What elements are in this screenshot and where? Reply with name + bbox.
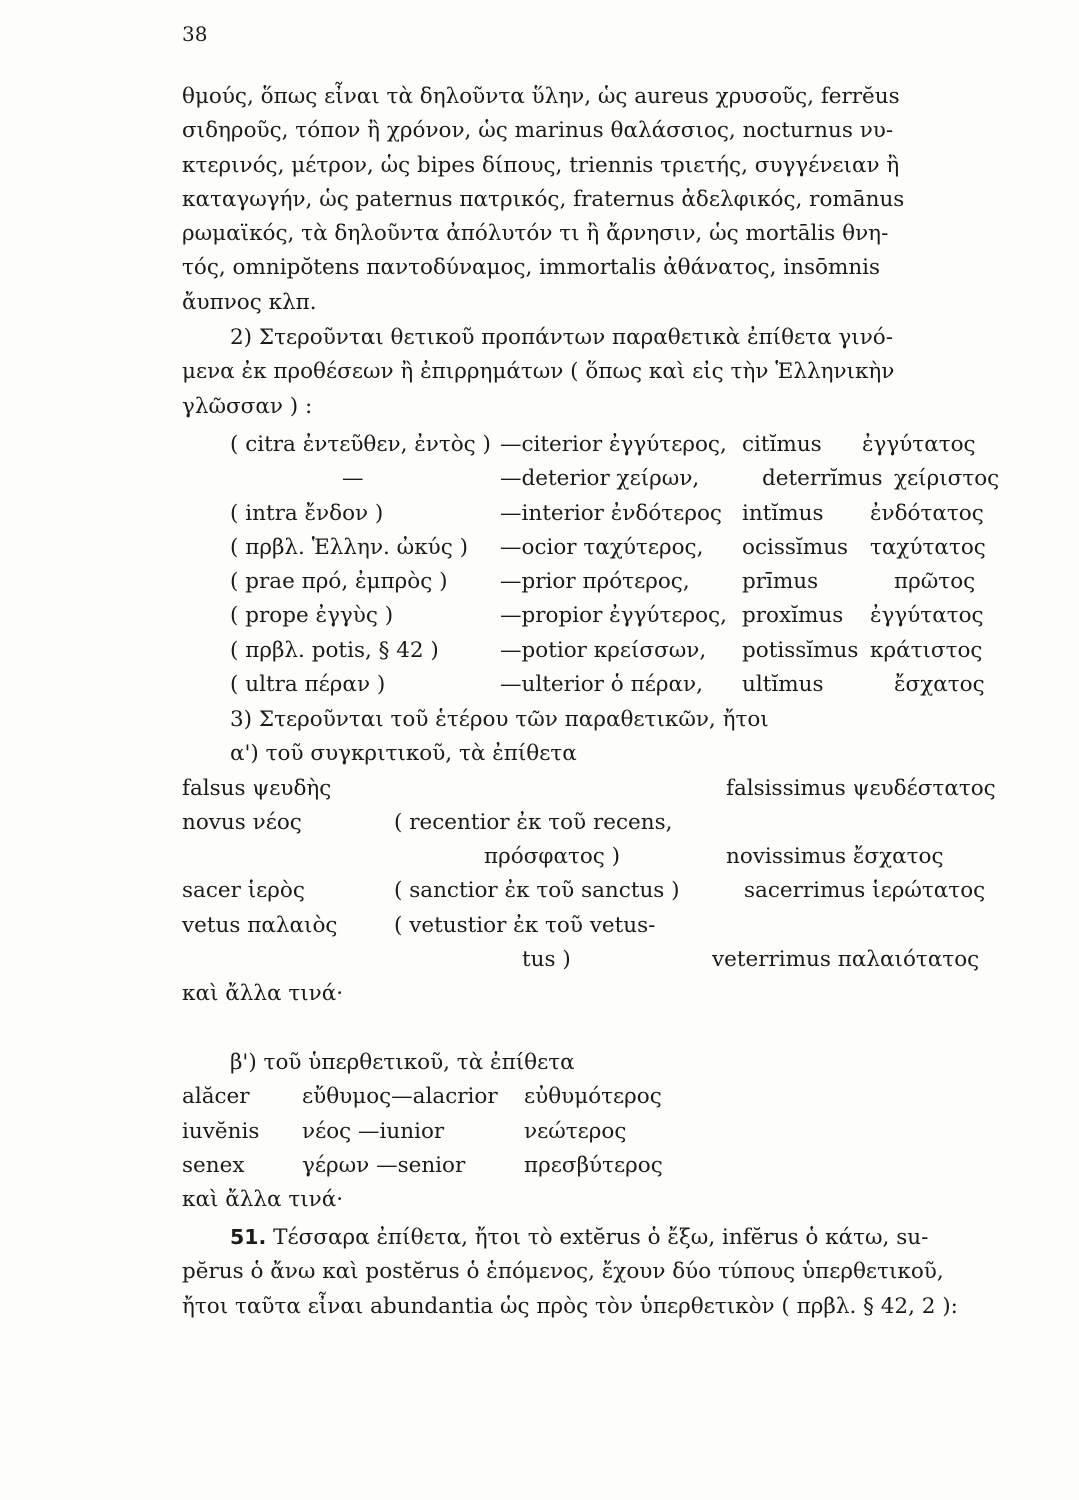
comparative-cell: —interior ἐνδότερος — [500, 500, 722, 526]
closing-line: καὶ ἄλλα τινά· — [182, 1187, 344, 1213]
comparative-cell: ( vetustior ἐκ τοῦ vetus- — [394, 912, 656, 938]
comparative-cell: νέος —iunior — [302, 1118, 445, 1144]
comparative-cell: εὔθυμος—alacrior — [302, 1084, 498, 1110]
intro-line: ρωμαϊκός, τὰ δηλοῦντα ἀπόλυτόν τι ἢ ἄρνησιν, ὡς mortālis θνη- — [182, 221, 889, 247]
origin-cell: ( citra ἐντεῦθεν, ἐντὸς ) — [230, 432, 491, 457]
table-row — [182, 428, 1002, 462]
origin-cell: — — [342, 466, 364, 492]
table-row — [182, 1080, 1002, 1114]
section-number: 51. — [230, 1225, 267, 1249]
section-2-heading — [182, 321, 1002, 424]
section-51-line: 51. Τέσσαρα ἐπίθετα, ἤτοι τὸ extĕrus ὁ ἔξω, infĕrus ὁ κάτω, su- — [230, 1225, 929, 1250]
table-row — [182, 531, 1002, 565]
positive-cell: falsus ψευδὴς — [182, 775, 332, 801]
superlative-cell: sacerrimus ἱερώτατος — [744, 878, 986, 904]
positive-cell: novus νέος — [182, 809, 302, 835]
intro-line: θμούς, ὅπως εἶναι τὰ δηλοῦντα ὕλην, ὡς aureus χρυσοῦς, ferrĕus — [182, 84, 900, 109]
positive-cell: vetus παλαιὸς — [182, 912, 338, 938]
origin-cell: ( intra ἔνδον ) — [230, 500, 384, 526]
comparative-cell: —deterior χείρων, — [500, 466, 700, 492]
origin-cell: ( πρβλ. Ἑλλην. ὠκύς ) — [230, 534, 468, 560]
section-3-subheading: α') τοῦ συγκριτικοῦ, τὰ ἐπίθετα — [230, 741, 577, 767]
section-51-line: ἤτοι ταῦτα εἶναι abundantia ὡς πρὸς τὸν ὑπερθετικὸν ( πρβλ. § 42, 2 ): — [182, 1293, 958, 1319]
origin-cell: ( prope ἐγγὺς ) — [230, 603, 394, 629]
closing-line: καὶ ἄλλα τινά· — [182, 981, 344, 1007]
table-row — [182, 462, 1002, 496]
superlative-cell: ultĭmus — [742, 672, 824, 698]
comparison-table — [182, 428, 1002, 702]
superlative-cell: citĭmus — [742, 432, 822, 457]
positive-cell: senex — [182, 1152, 245, 1178]
meaning-cell: ἔσχατος — [894, 672, 985, 698]
table-row — [182, 1149, 1002, 1183]
comparative-cell: —ocior ταχύτερος, — [500, 534, 704, 560]
comparative-cell: γέρων —senior — [302, 1152, 466, 1178]
table-row — [182, 943, 1002, 977]
superlative-cell: potissĭmus — [742, 637, 859, 663]
meaning-cell: ἐγγύτατος — [870, 603, 984, 629]
section-3b — [182, 1046, 1002, 1217]
meaning-cell: ἐνδότατος — [870, 500, 984, 526]
meaning-cell: κράτιστος — [870, 637, 983, 663]
intro-paragraph — [182, 80, 1002, 320]
section-51-line: pĕrus ὁ ἄνω καὶ postĕrus ὁ ἑπόμενος, ἔχουν δύο τύπους ὑπερθετικοῦ, — [182, 1259, 944, 1285]
comparative-cell: —propior ἐγγύτερος, — [500, 603, 727, 629]
meaning-cell: ἐγγύτατος — [862, 432, 976, 457]
comparative-cell: —ulterior ὁ πέραν, — [500, 672, 703, 698]
table-row — [182, 772, 1002, 806]
intro-line: τός, omnipŏtens παντοδύναμος, immortalis ἀθάνατος, insōmnis — [182, 255, 881, 281]
positive-cell: iuvĕnis — [182, 1118, 260, 1144]
table-row — [182, 599, 1002, 633]
table-row — [182, 806, 1002, 840]
section-51 — [182, 1220, 1002, 1324]
origin-cell: ( prae πρό, ἐμπρὸς ) — [230, 569, 448, 595]
table-row — [182, 909, 1002, 943]
positive-cell: alăcer — [182, 1084, 250, 1110]
comparative-cell: —prior πρότερος, — [500, 569, 690, 595]
comparative-cell: ( recentior ἐκ τοῦ recens, — [394, 809, 673, 835]
comparative-cell: ( sanctior ἐκ τοῦ sanctus ) — [394, 878, 680, 904]
comparative-cell: —potior κρείσσων, — [500, 637, 707, 663]
superlative-cell: novissimus ἔσχατος — [726, 844, 944, 870]
section-3b-heading: β') τοῦ ὑπερθετικοῦ, τὰ ἐπίθετα — [230, 1050, 575, 1075]
table-row — [182, 874, 1002, 908]
superlative-cell: intĭmus — [742, 500, 824, 526]
table-row — [182, 1115, 1002, 1149]
table-row — [182, 840, 1002, 874]
meaning-cell: πρῶτος — [894, 569, 976, 595]
comparative-cell: tus ) — [522, 947, 571, 973]
table-row — [182, 668, 1002, 702]
section-3 — [182, 703, 1002, 1012]
section-2-line: μενα ἐκ προθέσεων ἢ ἐπιρρημάτων ( ὅπως καὶ εἰς τὴν Ἑλληνικὴν — [182, 359, 895, 385]
intro-line: σιδηροῦς, τόπον ἢ χρόνον, ὡς marinus θαλάσσιος, nocturnus νυ- — [182, 118, 894, 144]
superlative-cell: ocissĭmus — [742, 534, 849, 560]
origin-cell: ( πρβλ. potis, § 42 ) — [230, 637, 439, 663]
comparative-cell: —citerior ἐγγύτερος, — [500, 432, 727, 457]
intro-line: κτερινός, μέτρον, ὡς bipes δίπους, triennis τριετής, συγγένειαν ἢ — [182, 152, 900, 178]
meaning-cell: χείριστος — [894, 466, 1000, 492]
superlative-cell: veterrimus παλαιότατος — [712, 947, 980, 973]
section-2-line: 2) Στεροῦνται θετικοῦ προπάντων παραθετικὰ ἐπίθετα γινό- — [230, 325, 893, 350]
section-2-line: γλῶσσαν ) : — [182, 393, 313, 419]
superlative-cell: prīmus — [742, 569, 819, 595]
meaning-cell: ταχύτατος — [870, 534, 986, 560]
comparative-cell: πρόσφατος ) — [484, 844, 621, 870]
meaning-cell: εὐθυμότερος — [524, 1084, 662, 1110]
superlative-cell: deterrĭmus — [762, 466, 883, 492]
intro-line: ἄυπνος κλπ. — [182, 289, 317, 315]
origin-cell: ( ultra πέραν ) — [230, 672, 386, 698]
superlative-cell: proxĭmus — [742, 603, 844, 629]
table-row — [182, 497, 1002, 531]
meaning-cell: νεώτερος — [524, 1118, 627, 1144]
intro-line: καταγωγήν, ὡς paternus πατρικός, fraternus ἀδελφικός, romānus — [182, 186, 905, 212]
superlative-cell: falsissimus ψευδέστατος — [726, 775, 996, 801]
section-3-heading: 3) Στεροῦνται τοῦ ἑτέρου τῶν παραθετικῶν, ἤτοι — [230, 707, 769, 732]
table-row — [182, 565, 1002, 599]
page-number: 38 — [182, 22, 208, 46]
table-row — [182, 634, 1002, 668]
positive-cell: sacer ἱερὸς — [182, 878, 305, 904]
meaning-cell: πρεσβύτερος — [524, 1152, 663, 1178]
